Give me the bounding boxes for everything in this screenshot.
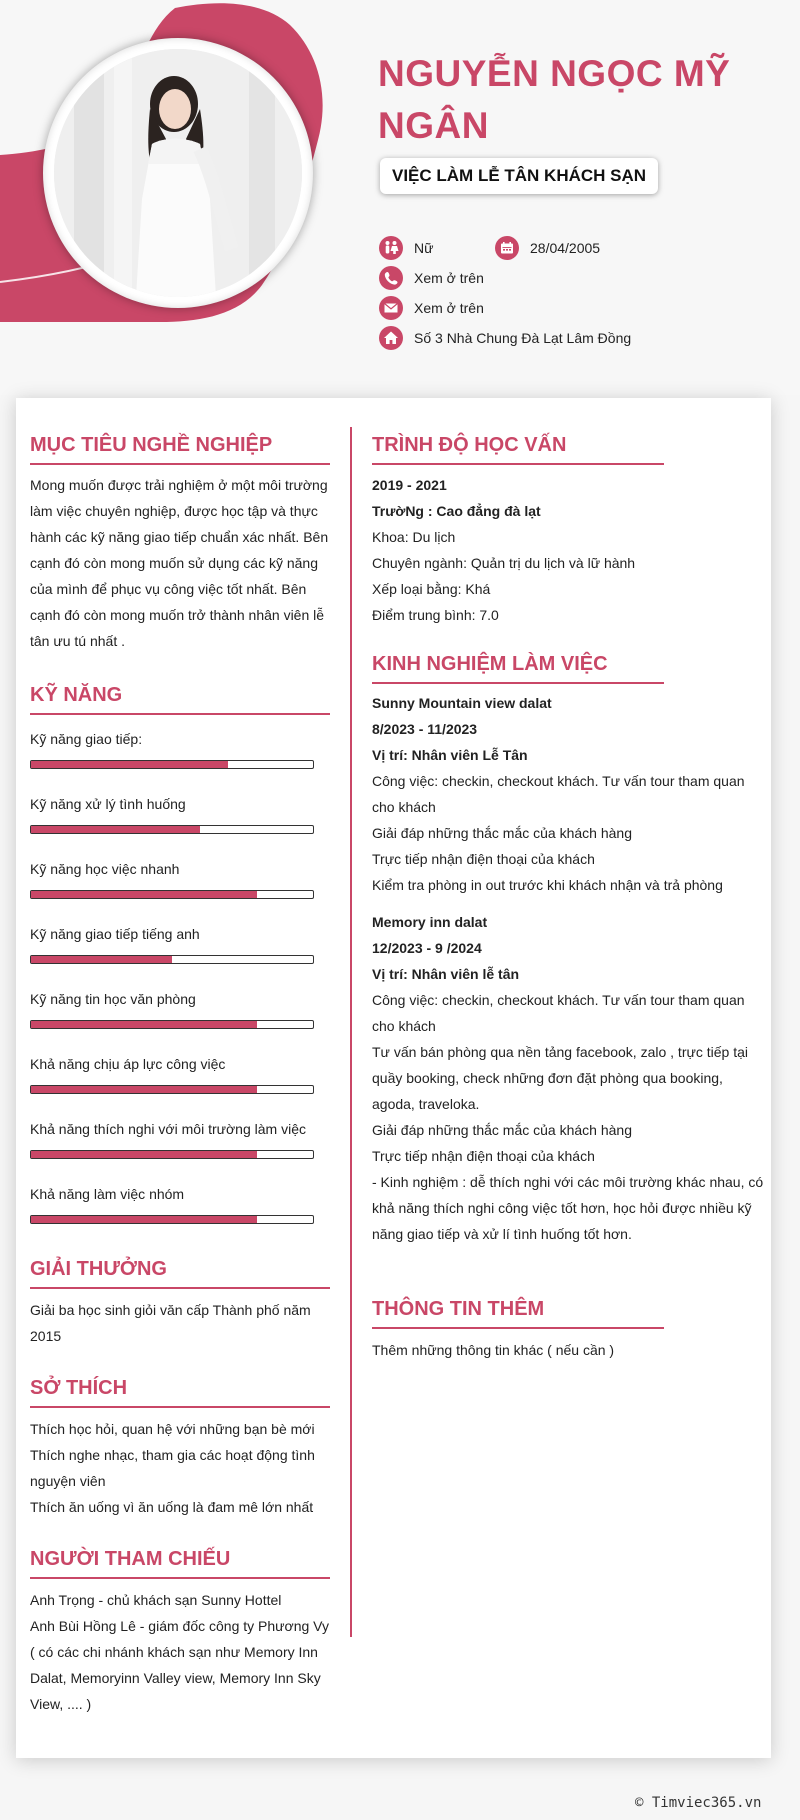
phone-icon: [379, 266, 403, 290]
email-icon: [379, 296, 403, 320]
skill-bar-fill: [31, 1151, 257, 1158]
skill-label: Kỹ năng tin học văn phòng: [30, 991, 196, 1007]
references-title: NGƯỜI THAM CHIẾU: [30, 1546, 330, 1579]
skill-label: Kỹ năng học việc nhanh: [30, 861, 180, 877]
extra-info-text: Thêm những thông tin khác ( nếu cần ): [372, 1342, 615, 1358]
awards-title: GIẢI THƯỞNG: [30, 1256, 330, 1289]
skill-bar-fill: [31, 1021, 257, 1028]
column-divider: [350, 427, 352, 1637]
hobbies-title: SỞ THÍCH: [30, 1375, 330, 1408]
skill-bar-fill: [31, 1216, 257, 1223]
education-period: 2019 - 2021: [372, 477, 447, 493]
skill-bar: [30, 890, 314, 899]
candidate-name: NGUYỄN NGỌC MỸ NGÂN: [378, 53, 731, 146]
skill-bar: [30, 1150, 314, 1159]
phone-value: Xem ở trên: [414, 270, 484, 286]
education-school: TrườNg : Cao đẳng đà lạt: [372, 503, 541, 519]
skill-bar: [30, 955, 314, 964]
hobbies-text: Thích học hỏi, quan hệ với những bạn bè mới Thích nghe nhạc, tham gia các hoạt động tình nguyện viên Thích ăn uống vì ăn uống là đam mê lớn nhất: [30, 1421, 315, 1515]
skill-label: Khả năng chịu áp lực công việc: [30, 1056, 226, 1072]
skill-bar: [30, 825, 314, 834]
skill-bar: [30, 1215, 314, 1224]
avatar: [54, 49, 302, 297]
job-company: Sunny Mountain view dalat: [372, 695, 552, 711]
skill-bar: [30, 1085, 314, 1094]
cv-header: [0, 0, 800, 395]
home-icon: [379, 326, 403, 350]
birthday-value: 28/04/2005: [530, 240, 601, 256]
skill-bar: [30, 1020, 314, 1029]
experience-job-1: Sunny Mountain view dalat 8/2023 - 11/2023 Vị trí: Nhân viên Lễ Tân Công việc: checkin, checkout khách. Tư vấn tour tham quan cho khách Giải đáp những thắc mắc của khách hàng Trực tiếp nhận điện thoại của khách Kiểm tra phòng in out trước khi khách nhận và trả phòng: [372, 690, 764, 898]
skill-bar-fill: [31, 956, 172, 963]
skill-bar-fill: [31, 891, 257, 898]
job-position: Vị trí: Nhân viên lễ tân: [372, 966, 520, 982]
objective-title: MỤC TIÊU NGHỀ NGHIỆP: [30, 432, 330, 465]
skill-bar-fill: [31, 761, 228, 768]
job-period: 12/2023 - 9 /2024: [372, 940, 482, 956]
gender-value: Nữ: [414, 240, 434, 256]
job-position: Vị trí: Nhân viên Lễ Tân: [372, 747, 528, 763]
skill-label: Kỹ năng giao tiếp:: [30, 731, 143, 747]
gender-icon: [379, 236, 403, 260]
skill-bar: [30, 760, 314, 769]
references-text: Anh Trọng - chủ khách sạn Sunny Hottel Anh Bùi Hồng Lê - giám đốc công ty Phương Vy ( có các chi nhánh khách sạn như Memory Inn Dalat, Memoryinn Valley view, Memory Inn Sky View, .... ): [30, 1592, 329, 1712]
experience-title: KINH NGHIỆM LÀM VIỆC: [372, 651, 664, 684]
address-value: Số 3 Nhà Chung Đà Lạt Lâm Đồng: [414, 330, 632, 346]
skill-bar-fill: [31, 1086, 257, 1093]
calendar-icon: [495, 236, 519, 260]
skill-bar-fill: [31, 826, 200, 833]
job-period: 8/2023 - 11/2023: [372, 721, 478, 737]
education-title: TRÌNH ĐỘ HỌC VẤN: [372, 432, 664, 465]
footer-watermark: © Timviec365.vn: [635, 1795, 762, 1811]
experience-job-2: Memory inn dalat 12/2023 - 9 /2024 Vị trí: Nhân viên lễ tân Công việc: checkin, checkout khách. Tư vấn tour tham quan cho khách Tư vấn bán phòng qua nền tảng facebook, zalo , trực tiếp tại quầy booking, check những đơn đặt phòng qua booking, agoda, traveloka. Giải đáp những thắc mắc của khách hàng Trực tiếp nhận điện thoại của khách - Kinh nghiệm : dễ thích nghi với các môi trường khác nhau, có khả năng thích nghi công việc tốt hơn, học hỏi được nhiều kỹ năng giao tiếp và xử lí tình huống tốt hơn.: [372, 909, 764, 1247]
extra-info-title: THÔNG TIN THÊM: [372, 1296, 664, 1329]
skills-title: KỸ NĂNG: [30, 682, 330, 715]
awards-text: Giải ba học sinh giỏi văn cấp Thành phố năm 2015: [30, 1302, 311, 1344]
email-value: Xem ở trên: [414, 300, 484, 316]
skill-label: Khả năng thích nghi với môi trường làm việc: [30, 1121, 306, 1137]
objective-text: Mong muốn được trải nghiệm ở một môi trường làm việc chuyên nghiệp, được học tập và thực hành các kỹ năng giao tiếp chuẩn xác nhất. Bên cạnh đó còn mong muốn sử dụng các kỹ năng của mình để phục vụ công việc tốt nhất. Bên cạnh đó còn mong muốn trở thành nhân viên lễ tân ưu tú nhất .: [30, 477, 329, 649]
skill-label: Kỹ năng xử lý tình huống: [30, 796, 186, 812]
education-text: 2019 - 2021 TrườNg : Cao đẳng đà lạt Khoa: Du lịch Chuyên ngành: Quản trị du lịch và lữ hành Xếp loại bằng: Khá Điểm trung bình: 7.0: [372, 472, 764, 628]
job-company: Memory inn dalat: [372, 914, 488, 930]
skill-label: Kỹ năng giao tiếp tiếng anh: [30, 926, 200, 942]
skill-label: Khả năng làm việc nhóm: [30, 1186, 185, 1202]
job-title-badge: VIỆC LÀM LỄ TÂN KHÁCH SẠN: [380, 158, 658, 194]
